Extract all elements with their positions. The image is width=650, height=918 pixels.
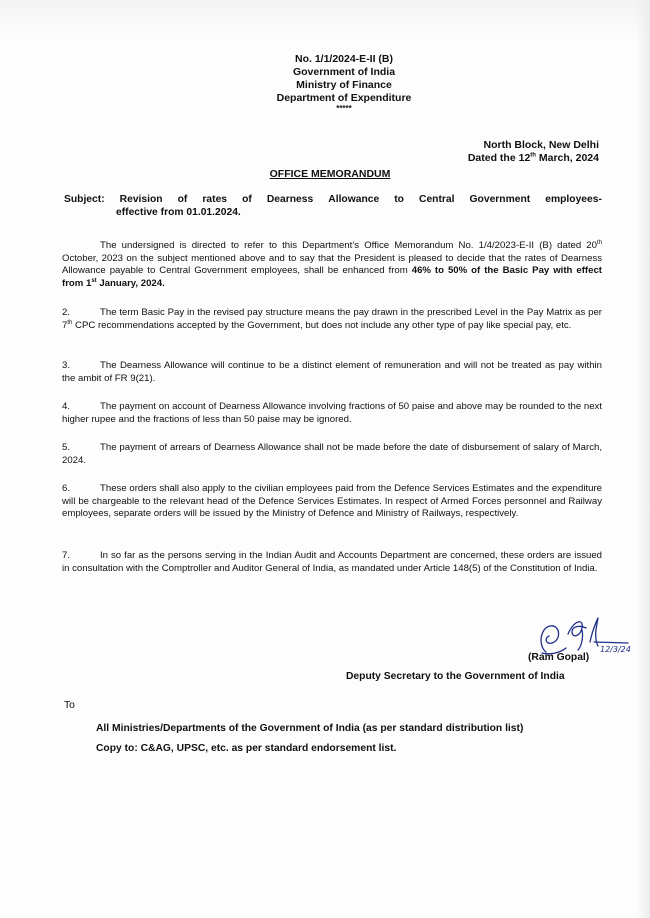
- paragraph-3: 3. The Dearness Allowance will continue to be a distinct element of remuneration and will not be treated as pay within the ambit of FR 9(21).: [62, 360, 602, 384]
- scan-shadow-top: [0, 0, 650, 40]
- department-name: Department of Expenditure: [276, 92, 412, 104]
- paragraph-2: 2. The term Basic Pay in the revised pay structure means the pay drawn in the prescribed Level in the Pay Matrix as per 7th CPC recommendations accepted by the Government, but does not include any other type of pay like special pay, etc.: [62, 307, 602, 331]
- paragraph-6: 6. These orders shall also apply to the civilian employees paid from the Defence Services Estimates and the expenditure will be chargeable to the relevant head of the Defence Services Estimates. In respect of Armed Forces personnel and Railway employees, separate orders will be issued by the Ministry of Defence and Ministry of Railways, respectively.: [62, 483, 602, 520]
- subject-block: [64, 193, 602, 219]
- file-number: No. 1/1/2024-E-II (B): [294, 53, 394, 65]
- document-header: [0, 53, 650, 113]
- date-line: Dated the 12th March, 2024: [467, 152, 599, 164]
- ministry-name: Ministry of Finance: [296, 79, 392, 91]
- distribution-list: All Ministries/Departments of the Government of India (as per standard distribution list): [96, 723, 524, 734]
- scan-shadow-right: [636, 0, 650, 918]
- government-name: Government of India: [292, 66, 396, 78]
- document-title: OFFICE MEMORANDUM: [269, 168, 391, 180]
- to-label: To: [64, 700, 75, 711]
- distribution-block: [96, 719, 523, 759]
- location: North Block, New Delhi: [483, 139, 599, 151]
- place-and-date: [468, 139, 599, 165]
- handwritten-date: 12/3/24: [600, 645, 631, 654]
- paragraph-1: The undersigned is directed to refer to this Department’s Office Memorandum No. 1/4/2023-E-II (B) dated 20th October, 2023 on the subject mentioned above and to say that the President is pleased to decide that the rates of Dearness Allowance payable to Central Government employees, shall be enhanced from 46% to 50% of the Basic Pay with effect from 1st January, 2024.: [62, 239, 602, 289]
- signatory-name: (Ram Gopal): [528, 652, 590, 663]
- paragraph-5: 5. The payment of arrears of Dearness Allowance shall not be made before the date of disbursement of salary of March, 2024.: [62, 442, 602, 466]
- subject-line-1: Subject: Revision of rates of Dearness Allowance to Central Government employees-: [64, 194, 602, 205]
- paragraph-7: 7. In so far as the persons serving in the Indian Audit and Accounts Department are concerned, these orders are issued in consultation with the Comptroller and Auditor General of India, as mandated under Article 148(5) of the Constitution of India.: [62, 550, 602, 574]
- paragraph-4: 4. The payment on account of Dearness Allowance involving fractions of 50 paise and above may be rounded to the next higher rupee and the fractions of less than 50 paise may be ignored.: [62, 401, 602, 425]
- copy-to: Copy to: C&AG, UPSC, etc. as per standard endorsement list.: [96, 743, 397, 754]
- subject-line-2: effective from 01.01.2024.: [116, 207, 241, 218]
- header-stars: *****: [336, 104, 352, 113]
- signatory-designation: Deputy Secretary to the Government of India: [346, 671, 565, 682]
